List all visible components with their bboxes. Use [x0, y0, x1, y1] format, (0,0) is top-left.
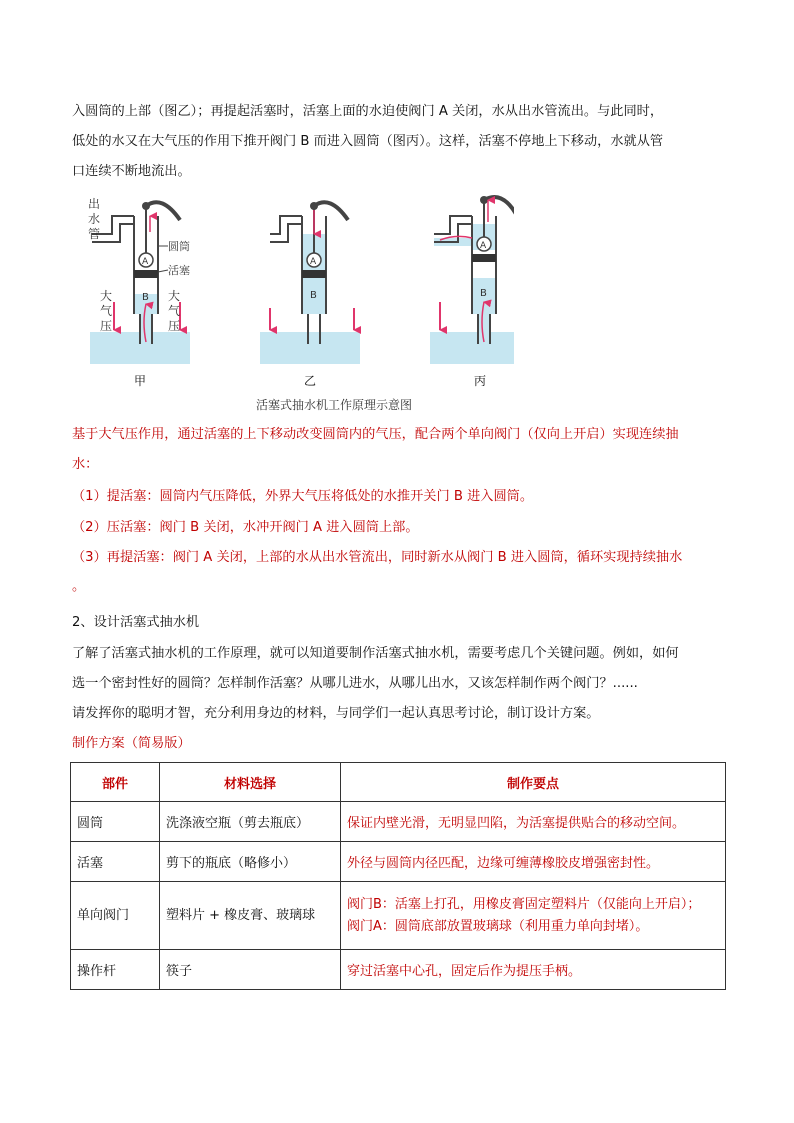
table-header-row	[71, 763, 726, 802]
piston	[472, 254, 496, 262]
figure-caption: 活塞式抽水机工作原理示意图	[256, 398, 413, 412]
cell-part: 圆筒	[71, 802, 160, 842]
water-reservoir	[260, 332, 360, 364]
header-material: 材料选择	[160, 763, 341, 802]
cylinder-label: 圆筒	[168, 240, 190, 253]
intro-line-3: 口连续不断地流出。	[72, 164, 191, 179]
piston	[134, 270, 158, 278]
principle-step-2: （2）压活塞：阀门 B 关闭，水冲开阀门 A 进入圆筒上部。	[72, 520, 419, 535]
water-reservoir	[430, 332, 514, 364]
cell-points: 保证内壁光滑，无明显凹陷，为活塞提供贴合的移动空间。	[341, 802, 726, 842]
outlet-label-1: 出	[88, 197, 101, 211]
principle-line-2: 水：	[72, 457, 99, 472]
valve-b-label: B	[310, 290, 317, 301]
panel-label-jia: 甲	[133, 374, 146, 388]
section-heading: 2、设计活塞式抽水机	[72, 615, 200, 630]
piston	[302, 270, 326, 278]
cell-material: 塑料片 + 橡皮膏、玻璃球	[160, 882, 341, 950]
valve-a-label: A	[142, 257, 149, 267]
intro-line-2: 低处的水又在大气压的作用下推开阀门 B 而进入圆筒（图丙）。这样，活塞不停地上下移动，水就从管	[72, 134, 664, 149]
intro-line-1: 入圆筒的上部（图乙）；再提起活塞时，活塞上面的水迫使阀门 A 关闭，水从出水管流出。与此同时，	[72, 104, 664, 119]
pump-diagram-svg	[84, 194, 514, 394]
atm-right-label-1: 大	[168, 289, 181, 303]
principle-step-3-line-1: （3）再提活塞：阀门 A 关闭，上部的水从出水管流出，同时新水从阀门 B 进入圆筒，循环实现持续抽水	[72, 550, 683, 565]
cell-points: 穿过活塞中心孔，固定后作为提压手柄。	[341, 950, 726, 990]
cell-material: 洗涤液空瓶（剪去瓶底）	[160, 802, 341, 842]
outlet-label-2: 水	[88, 212, 101, 226]
plan-table	[70, 762, 726, 990]
plan-title: 制作方案（简易版）	[72, 736, 191, 751]
panel-label-bing: 丙	[473, 374, 486, 388]
principle-step-3-line-2: 。	[72, 579, 86, 594]
design-para-2: 请发挥你的聪明才智，充分利用身边的材料，与同学们一起认真思考讨论，制订设计方案。	[72, 706, 600, 721]
cell-material: 剪下的瓶底（略修小）	[160, 842, 341, 882]
panel-bing	[430, 196, 514, 364]
header-part: 部件	[71, 763, 160, 802]
outlet-label-3: 管	[88, 227, 101, 241]
piston-label: 活塞	[168, 264, 190, 277]
design-para-1-line-2: 选一个密封性好的圆筒？怎样制作活塞？从哪儿进水，从哪儿出水，又该怎样制作两个阀门？......	[72, 676, 638, 691]
cell-points-line: 阀门A：圆筒底部放置玻璃球（利用重力单向封堵）。	[347, 918, 649, 934]
cell-points-line: 阀门B：活塞上打孔，用橡皮膏固定塑料片（仅能向上开启）；	[347, 896, 701, 912]
cell-points	[341, 882, 726, 950]
cell-points: 外径与圆筒内径匹配，边缘可缠薄橡胶皮增强密封性。	[341, 842, 726, 882]
cell-part: 单向阀门	[71, 882, 160, 950]
atm-left-label-3: 压	[100, 319, 113, 333]
panel-jia	[90, 202, 190, 364]
valve-a-label: A	[310, 257, 317, 267]
table-row	[71, 802, 726, 842]
valve-b-label: B	[480, 288, 487, 299]
atm-right-label-2: 气	[168, 304, 181, 318]
table-row	[71, 950, 726, 990]
panel-label-yi: 乙	[303, 374, 316, 388]
panel-yi	[260, 202, 360, 364]
atm-right-label-3: 压	[168, 319, 181, 333]
cell-part: 活塞	[71, 842, 160, 882]
design-para-1-line-1: 了解了活塞式抽水机的工作原理，就可以知道要制作活塞式抽水机，需要考虑几个关键问题。例如，如何	[72, 646, 679, 661]
atm-left-label-1: 大	[100, 289, 113, 303]
pump-diagram-figure	[84, 194, 514, 412]
cell-material: 筷子	[160, 950, 341, 990]
header-points: 制作要点	[341, 763, 726, 802]
handle	[146, 202, 180, 220]
principle-line-1: 基于大气压作用，通过活塞的上下移动改变圆筒内的气压，配合两个单向阀门（仅向上开启）实现连续抽	[72, 427, 679, 442]
valve-a-label: A	[480, 241, 487, 251]
table-row	[71, 842, 726, 882]
principle-step-1: （1）提活塞：圆筒内气压降低，外界大气压将低处的水推开关门 B 进入圆筒。	[72, 489, 534, 504]
valve-b-label: B	[142, 292, 149, 303]
cell-part: 操作杆	[71, 950, 160, 990]
atm-left-label-2: 气	[100, 304, 113, 318]
table-row	[71, 882, 726, 950]
